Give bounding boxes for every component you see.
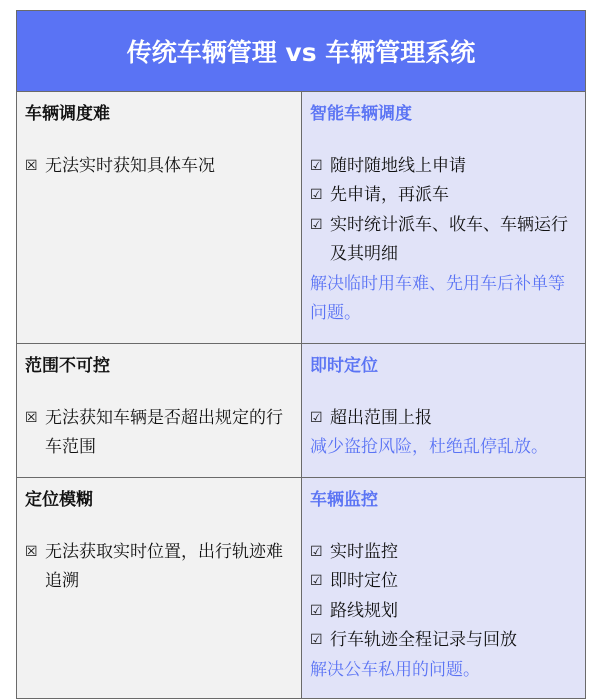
check-box-icon: ☑: [310, 187, 323, 203]
problem-item: [25, 404, 293, 463]
feature-item: [310, 181, 577, 211]
check-box-icon: ☑: [310, 632, 323, 648]
feature-item: [310, 597, 577, 627]
feature-text: 实时统计派车、收车、车辆运行及其明细: [330, 214, 568, 264]
solution-note: 解决公车私用的问题。: [310, 659, 480, 680]
system-cell: [302, 344, 585, 477]
check-box-icon: ☑: [310, 602, 323, 619]
feature-text: 行车轨迹全程记录与回放: [330, 630, 517, 650]
check-box-icon: ☑: [310, 409, 323, 426]
solution-note: 减少盗抢风险，杜绝乱停乱放。: [310, 437, 548, 457]
problem-text: 无法实时获知具体车况: [45, 155, 215, 176]
table-row: [17, 344, 585, 478]
comparison-table: [16, 10, 586, 699]
feature-item: [310, 567, 577, 597]
cross-box-icon: ☒: [25, 409, 38, 426]
feature-item: [310, 152, 577, 182]
feature-text: 即时定位: [330, 571, 398, 591]
feature-item: [310, 538, 577, 568]
problem-item: [25, 152, 293, 182]
problem-title: 定位模糊: [25, 490, 93, 510]
feature-text: 随时随地线上申请: [330, 155, 466, 176]
solution-note: 解决临时用车难、先用车后补单等问题。: [310, 273, 565, 323]
solution-title: 智能车辆调度: [310, 104, 412, 124]
table-header: [17, 11, 585, 92]
system-cell: [302, 478, 585, 698]
solution-title: 车辆监控: [310, 490, 378, 510]
solution-title: 即时定位: [310, 356, 378, 376]
problem-text: 无法获知车辆是否超出规定的行车范围: [45, 407, 283, 457]
system-cell: [302, 92, 585, 343]
problem-item: [25, 538, 293, 597]
table-row: [17, 478, 585, 698]
traditional-cell: [17, 478, 302, 698]
traditional-cell: [17, 344, 302, 477]
check-box-icon: ☑: [310, 543, 323, 560]
traditional-cell: [17, 92, 302, 343]
check-box-icon: ☑: [310, 573, 323, 589]
feature-text: 路线规划: [330, 600, 398, 621]
problem-title: 范围不可控: [25, 356, 110, 376]
table-row: [17, 92, 585, 344]
feature-item: [310, 211, 577, 270]
feature-text: 先申请，再派车: [330, 185, 449, 205]
check-box-icon: ☑: [310, 216, 323, 233]
feature-item: [310, 626, 577, 656]
feature-item: [310, 404, 577, 434]
feature-text: 实时监控: [330, 541, 398, 562]
check-box-icon: ☑: [310, 157, 323, 174]
feature-text: 超出范围上报: [330, 407, 432, 428]
cross-box-icon: ☒: [25, 157, 38, 174]
problem-title: 车辆调度难: [25, 104, 110, 124]
problem-text: 无法获取实时位置，出行轨迹难追溯: [45, 541, 283, 591]
cross-box-icon: ☒: [25, 543, 38, 560]
table-title: 传统车辆管理 vs 车辆管理系统: [126, 38, 476, 67]
